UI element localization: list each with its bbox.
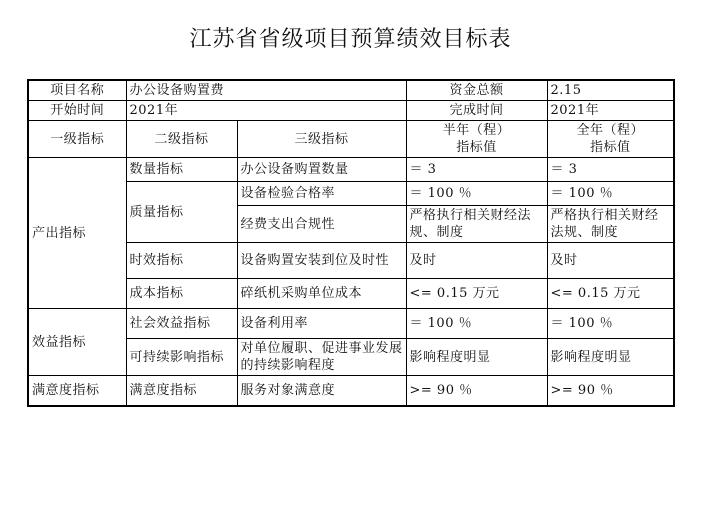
level3-cell: 经费支出合规性 [237,206,406,243]
full-year-value: 及时 [547,243,674,279]
header-level3: 三级指标 [237,121,406,158]
level2-cell: 成本指标 [126,279,237,309]
header-level2: 二级指标 [126,121,237,158]
table-row [28,80,674,101]
group-output: 产出指标 [28,158,126,309]
full-year-value: >= 90 ％ [547,376,674,406]
project-name-value: 办公设备购置费 [126,80,406,101]
table-row [28,376,674,406]
level3-cell: 设备检验合格率 [237,182,406,206]
half-year-value: 严格执行相关财经法规、制度 [406,206,547,243]
start-time-value: 2021年 [126,101,406,121]
half-year-value: ＝ 100 ％ [406,309,547,339]
header-level1: 一级指标 [28,121,126,158]
table-row [28,309,674,339]
half-year-value: ＝ 3 [406,158,547,182]
level3-cell: 碎纸机采购单位成本 [237,279,406,309]
group-benefit: 效益指标 [28,309,126,376]
half-year-value: 影响程度明显 [406,339,547,376]
level2-cell: 满意度指标 [126,376,237,406]
level2-cell: 时效指标 [126,243,237,279]
full-year-value: 严格执行相关财经法规、制度 [547,206,674,243]
full-year-value: ＝ 100 ％ [547,182,674,206]
level2-cell: 数量指标 [126,158,237,182]
end-time-value: 2021年 [547,101,674,121]
full-year-value: ＝ 100 ％ [547,309,674,339]
table-row [28,101,674,121]
project-name-label: 项目名称 [28,80,126,101]
level2-cell: 质量指标 [126,182,237,243]
performance-target-table [27,79,675,407]
half-year-value: 及时 [406,243,547,279]
full-year-value: 影响程度明显 [547,339,674,376]
fund-total-label: 资金总额 [406,80,547,101]
half-year-value: ＝ 100 ％ [406,182,547,206]
level3-cell: 设备购置安装到位及时性 [237,243,406,279]
end-time-label: 完成时间 [406,101,547,121]
header-half-year: 半年（程） 指标值 [406,121,547,158]
half-year-value: <= 0.15 万元 [406,279,547,309]
start-time-label: 开始时间 [28,101,126,121]
level2-cell: 可持续影响指标 [126,339,237,376]
level2-cell: 社会效益指标 [126,309,237,339]
full-year-value: ＝ 3 [547,158,674,182]
level3-cell: 办公设备购置数量 [237,158,406,182]
level3-cell: 设备利用率 [237,309,406,339]
level3-cell: 对单位履职、促进事业发展的持续影响程度 [237,339,406,376]
half-year-value: >= 90 ％ [406,376,547,406]
table-row [28,158,674,182]
page-title: 江苏省省级项目预算绩效目标表 [189,27,512,52]
fund-total-value: 2.15 [547,80,674,101]
group-satisfaction: 满意度指标 [28,376,126,406]
header-full-year: 全年（程） 指标值 [547,121,674,158]
header-row [28,121,674,158]
level3-cell: 服务对象满意度 [237,376,406,406]
full-year-value: <= 0.15 万元 [547,279,674,309]
